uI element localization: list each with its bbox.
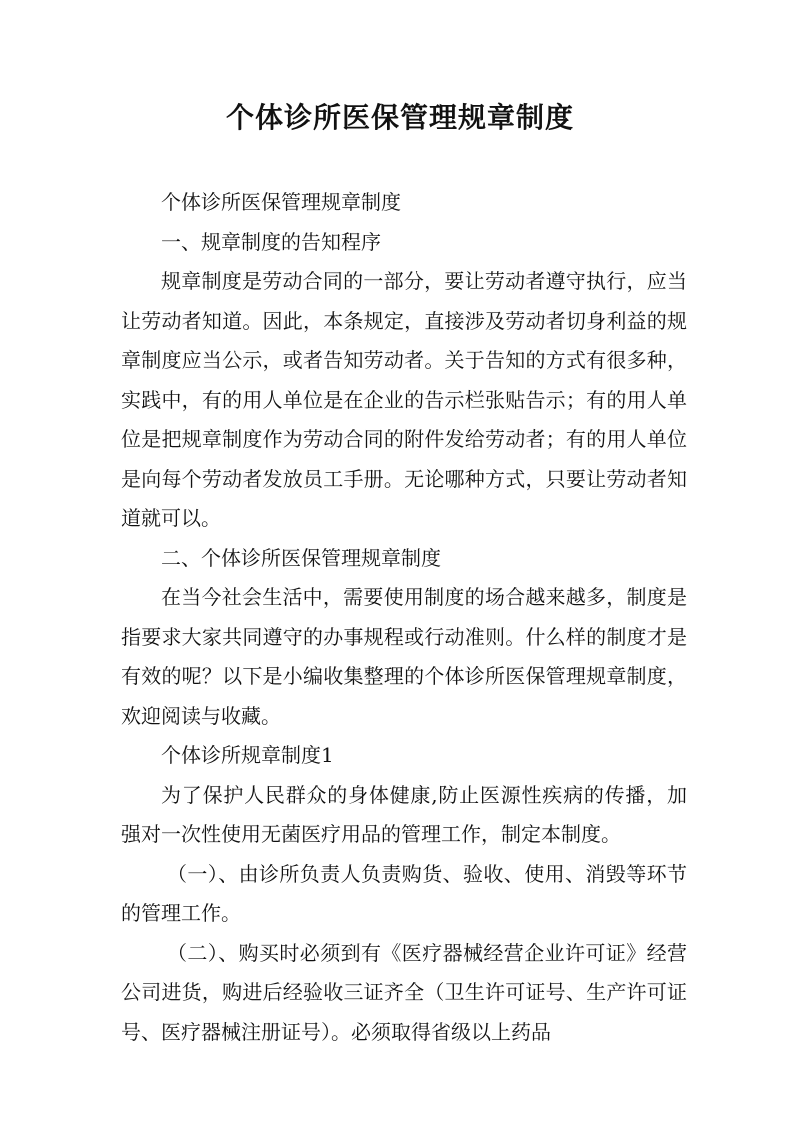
paragraph-purpose: 为了保护人民群众的身体健康,防止医源性疾病的传播，加强对一次性使用无菌医疗用品的管理工作，制定本制度。 — [121, 782, 687, 846]
paragraph-item-1: （一）、由诊所负责人负责购货、验收、使用、消毁等环节的管理工作。 — [121, 861, 687, 925]
section-heading-regulations: 二、个体诊所医保管理规章制度 — [161, 545, 441, 570]
subsection-heading-clinic-1: 个体诊所规章制度1 — [161, 743, 334, 767]
section-heading-notification: 一、规章制度的告知程序 — [161, 229, 381, 254]
document-title: 个体诊所医保管理规章制度 — [225, 101, 574, 134]
paragraph-intro-title: 个体诊所医保管理规章制度 — [161, 190, 401, 214]
paragraph-regulations-intro: 在当今社会生活中，需要使用制度的场合越来越多，制度是指要求大家共同遵守的办事规程或行动准则。什么样的制度才是有效的呢？以下是小编收集整理的个体诊所医保管理规章制度，欢迎阅读与收藏。 — [121, 585, 687, 728]
paragraph-item-2: （二）、购买时必须到有《医疗器械经营企业许可证》经营公司进货，购进后经验收三证齐全（卫生许可证号、生产许可证号、医疗器械注册证号）。必须取得省级以上药品 — [121, 940, 687, 1044]
document-body — [121, 183, 687, 1052]
paragraph-notification: 规章制度是劳动合同的一部分，要让劳动者遵守执行，应当让劳动者知道。因此，本条规定，直接涉及劳动者切身利益的规章制度应当公示，或者告知劳动者。关于告知的方式有很多种，实践中，有的用人单位是在企业的告示栏张贴告示；有的用人单位是把规章制度作为劳动合同的附件发给劳动者；有的用人单位是向每个劳动者发放员工手册。无论哪种方式，只要让劳动者知道就可以。 — [121, 269, 687, 530]
